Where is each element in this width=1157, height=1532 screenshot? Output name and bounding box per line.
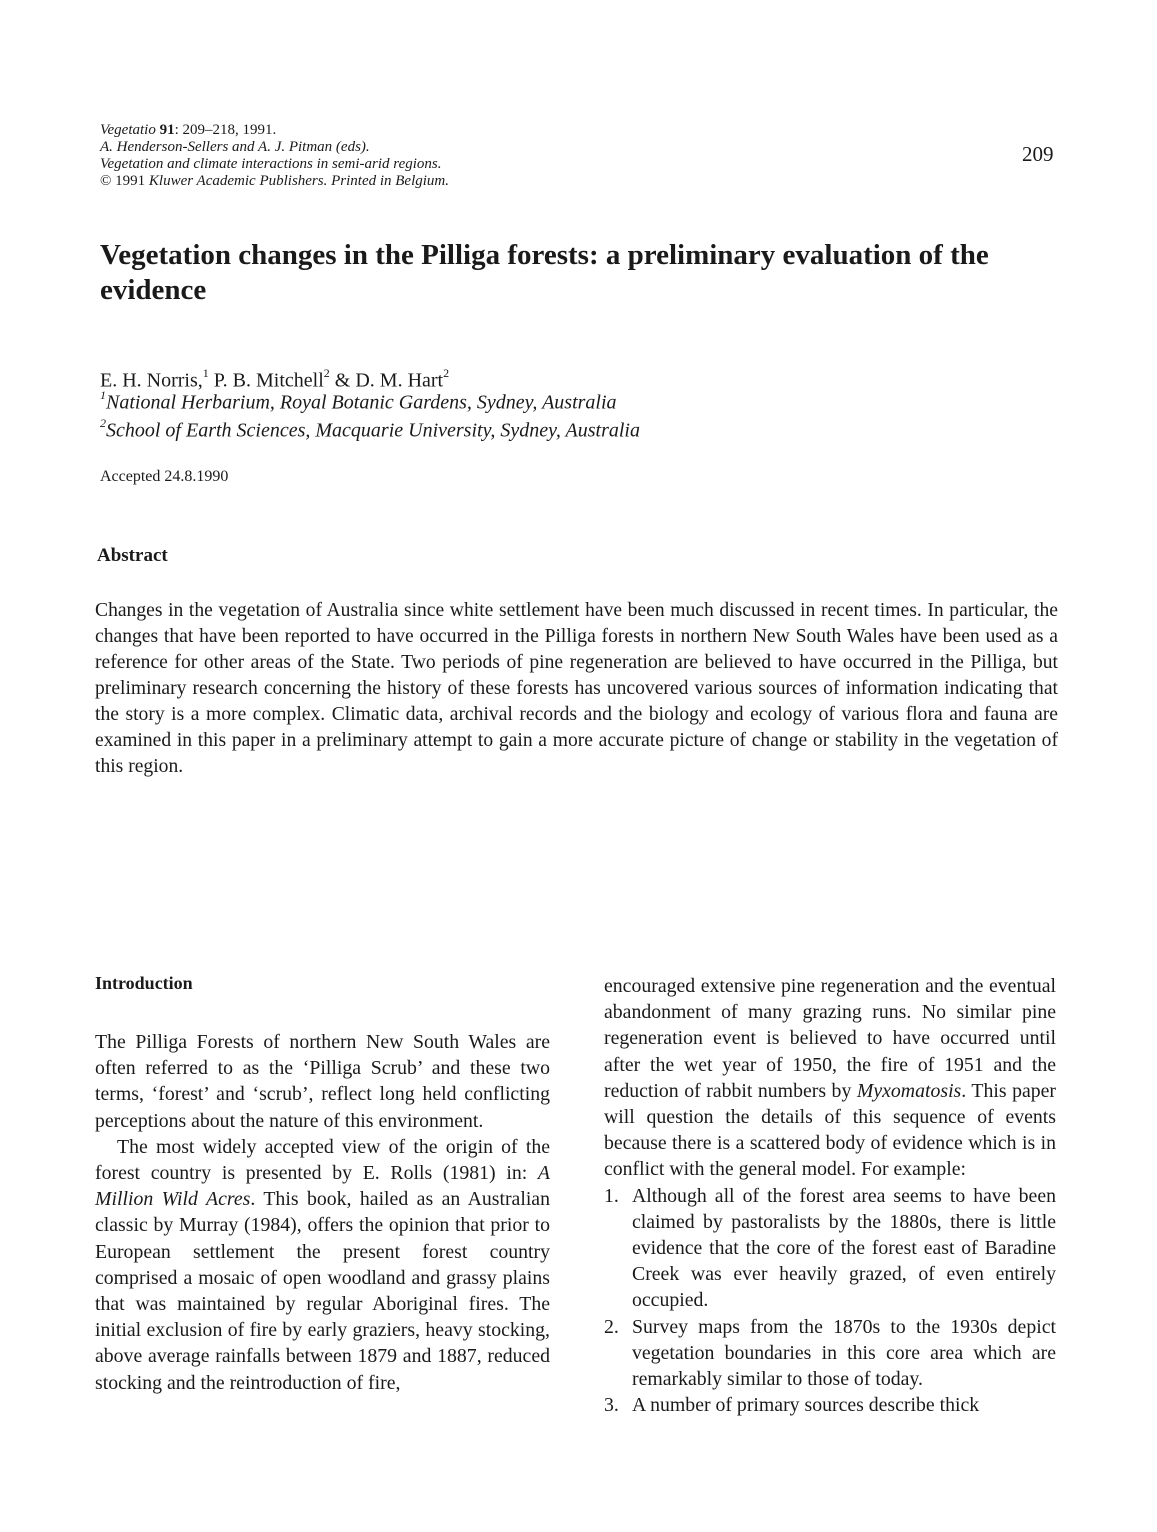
journal-citation bbox=[100, 122, 449, 190]
author-list: E. H. Norris,$^1$ P. B. Mitchell$^2$ & D. M. Hart$^2$ bbox=[100, 366, 450, 392]
list-item: 1. Although all of the forest area seems to have been claimed by pastoralists by the 1880s, there is little evidence that the core of the forest east of Baradine Creek was ever heavily grazed, of even entirely occupied. bbox=[604, 1184, 1056, 1312]
journal-line-4: © 1991 Kluwer Academic Publishers. Printed in Belgium. bbox=[100, 173, 450, 189]
introduction-heading: Introduction bbox=[95, 973, 193, 993]
affiliation-1: $^1$National Herbarium, Royal Botanic Gardens, Sydney, Australia bbox=[100, 388, 617, 414]
paper-title: Vegetation changes in the Pilliga forests: a preliminary evaluation of the evidence bbox=[100, 239, 989, 306]
list-item: 3. A number of primary sources describe thick bbox=[604, 1394, 980, 1417]
evidence-list bbox=[604, 1183, 1056, 1419]
author-3: & D. M. Hart bbox=[329, 369, 444, 392]
intro-paragraph-1: The Pilliga Forests of northern New South Wales are often referred to as the ‘Pilliga Scrub’ and these two terms, ‘forest’ and ‘scrub’, reflect long held conflicting perceptions about the nature of this environment. bbox=[95, 1031, 550, 1132]
intro-paragraph-3: encouraged extensive pine regeneration and the eventual abandonment of many grazing runs. No similar pine regeneration event is believed to have occurred until after the wet year of 1950, the fire of 1951 and the reduction of rabbit numbers by Myxomatosis. This paper will question the details of this sequence of events because there is a scattered body of evidence which is in conflict with the general model. For example: bbox=[604, 975, 1057, 1181]
book-title: A Million Wild Acres bbox=[95, 1162, 550, 1211]
list-item: 2. Survey maps from the 1870s to the 1930s depict vegetation boundaries in this core area which are remarkably similar to those of today. bbox=[604, 1315, 1056, 1391]
abstract-text: Changes in the vegetation of Australia since white settlement have been much discussed in recent times. In particular, the changes that have been reported to have occurred in the Pilliga forests in northern New South Wales have been used as a reference for other areas of the State. Two periods of pine regeneration are believed to have occurred in the Pilliga, but preliminary research concerning the history of these forests has uncovered various sources of information indicating that the story is a more complex. Climatic data, archival records and the biology and ecology of various flora and fauna are examined in this paper in a preliminary attempt to gain a more accurate picture of change or stability in the vegetation of this region. bbox=[95, 600, 1058, 777]
column-right bbox=[604, 973, 1056, 1418]
intro-paragraph-2: The most widely accepted view of the origin of the forest country is presented by E. Rolls (1981) in: A Million Wild Acres. This book, hailed as an Australian classic by Murray (1984), offers the opinion that prior to European settlement the present forest country comprised a mosaic of open woodland and grassy plains that was maintained by regular Aboriginal fires. The initial exclusion of fire by early graziers, heavy stocking, above average rainfalls between 1879 and 1887, reduced stocking and the reintroduction of fire, bbox=[95, 1135, 550, 1394]
page-number: 209 bbox=[1022, 142, 1054, 166]
journal-line-3: Vegetation and climate interactions in semi-arid regions. bbox=[100, 156, 442, 172]
journal-line-2: A. Henderson-Sellers and A. J. Pitman (eds). bbox=[100, 139, 370, 155]
column-left bbox=[95, 1029, 550, 1396]
journal-line-1: Vegetatio 91: 209–218, 1991. bbox=[100, 122, 277, 138]
abstract-heading: Abstract bbox=[97, 545, 168, 566]
author-1: E. H. Norris, bbox=[100, 369, 203, 392]
author-2: P. B. Mitchell bbox=[208, 369, 324, 392]
accepted-date: Accepted 24.8.1990 bbox=[100, 468, 229, 485]
affiliation-2: $^2$School of Earth Sciences, Macquarie University, Sydney, Australia bbox=[100, 416, 640, 442]
